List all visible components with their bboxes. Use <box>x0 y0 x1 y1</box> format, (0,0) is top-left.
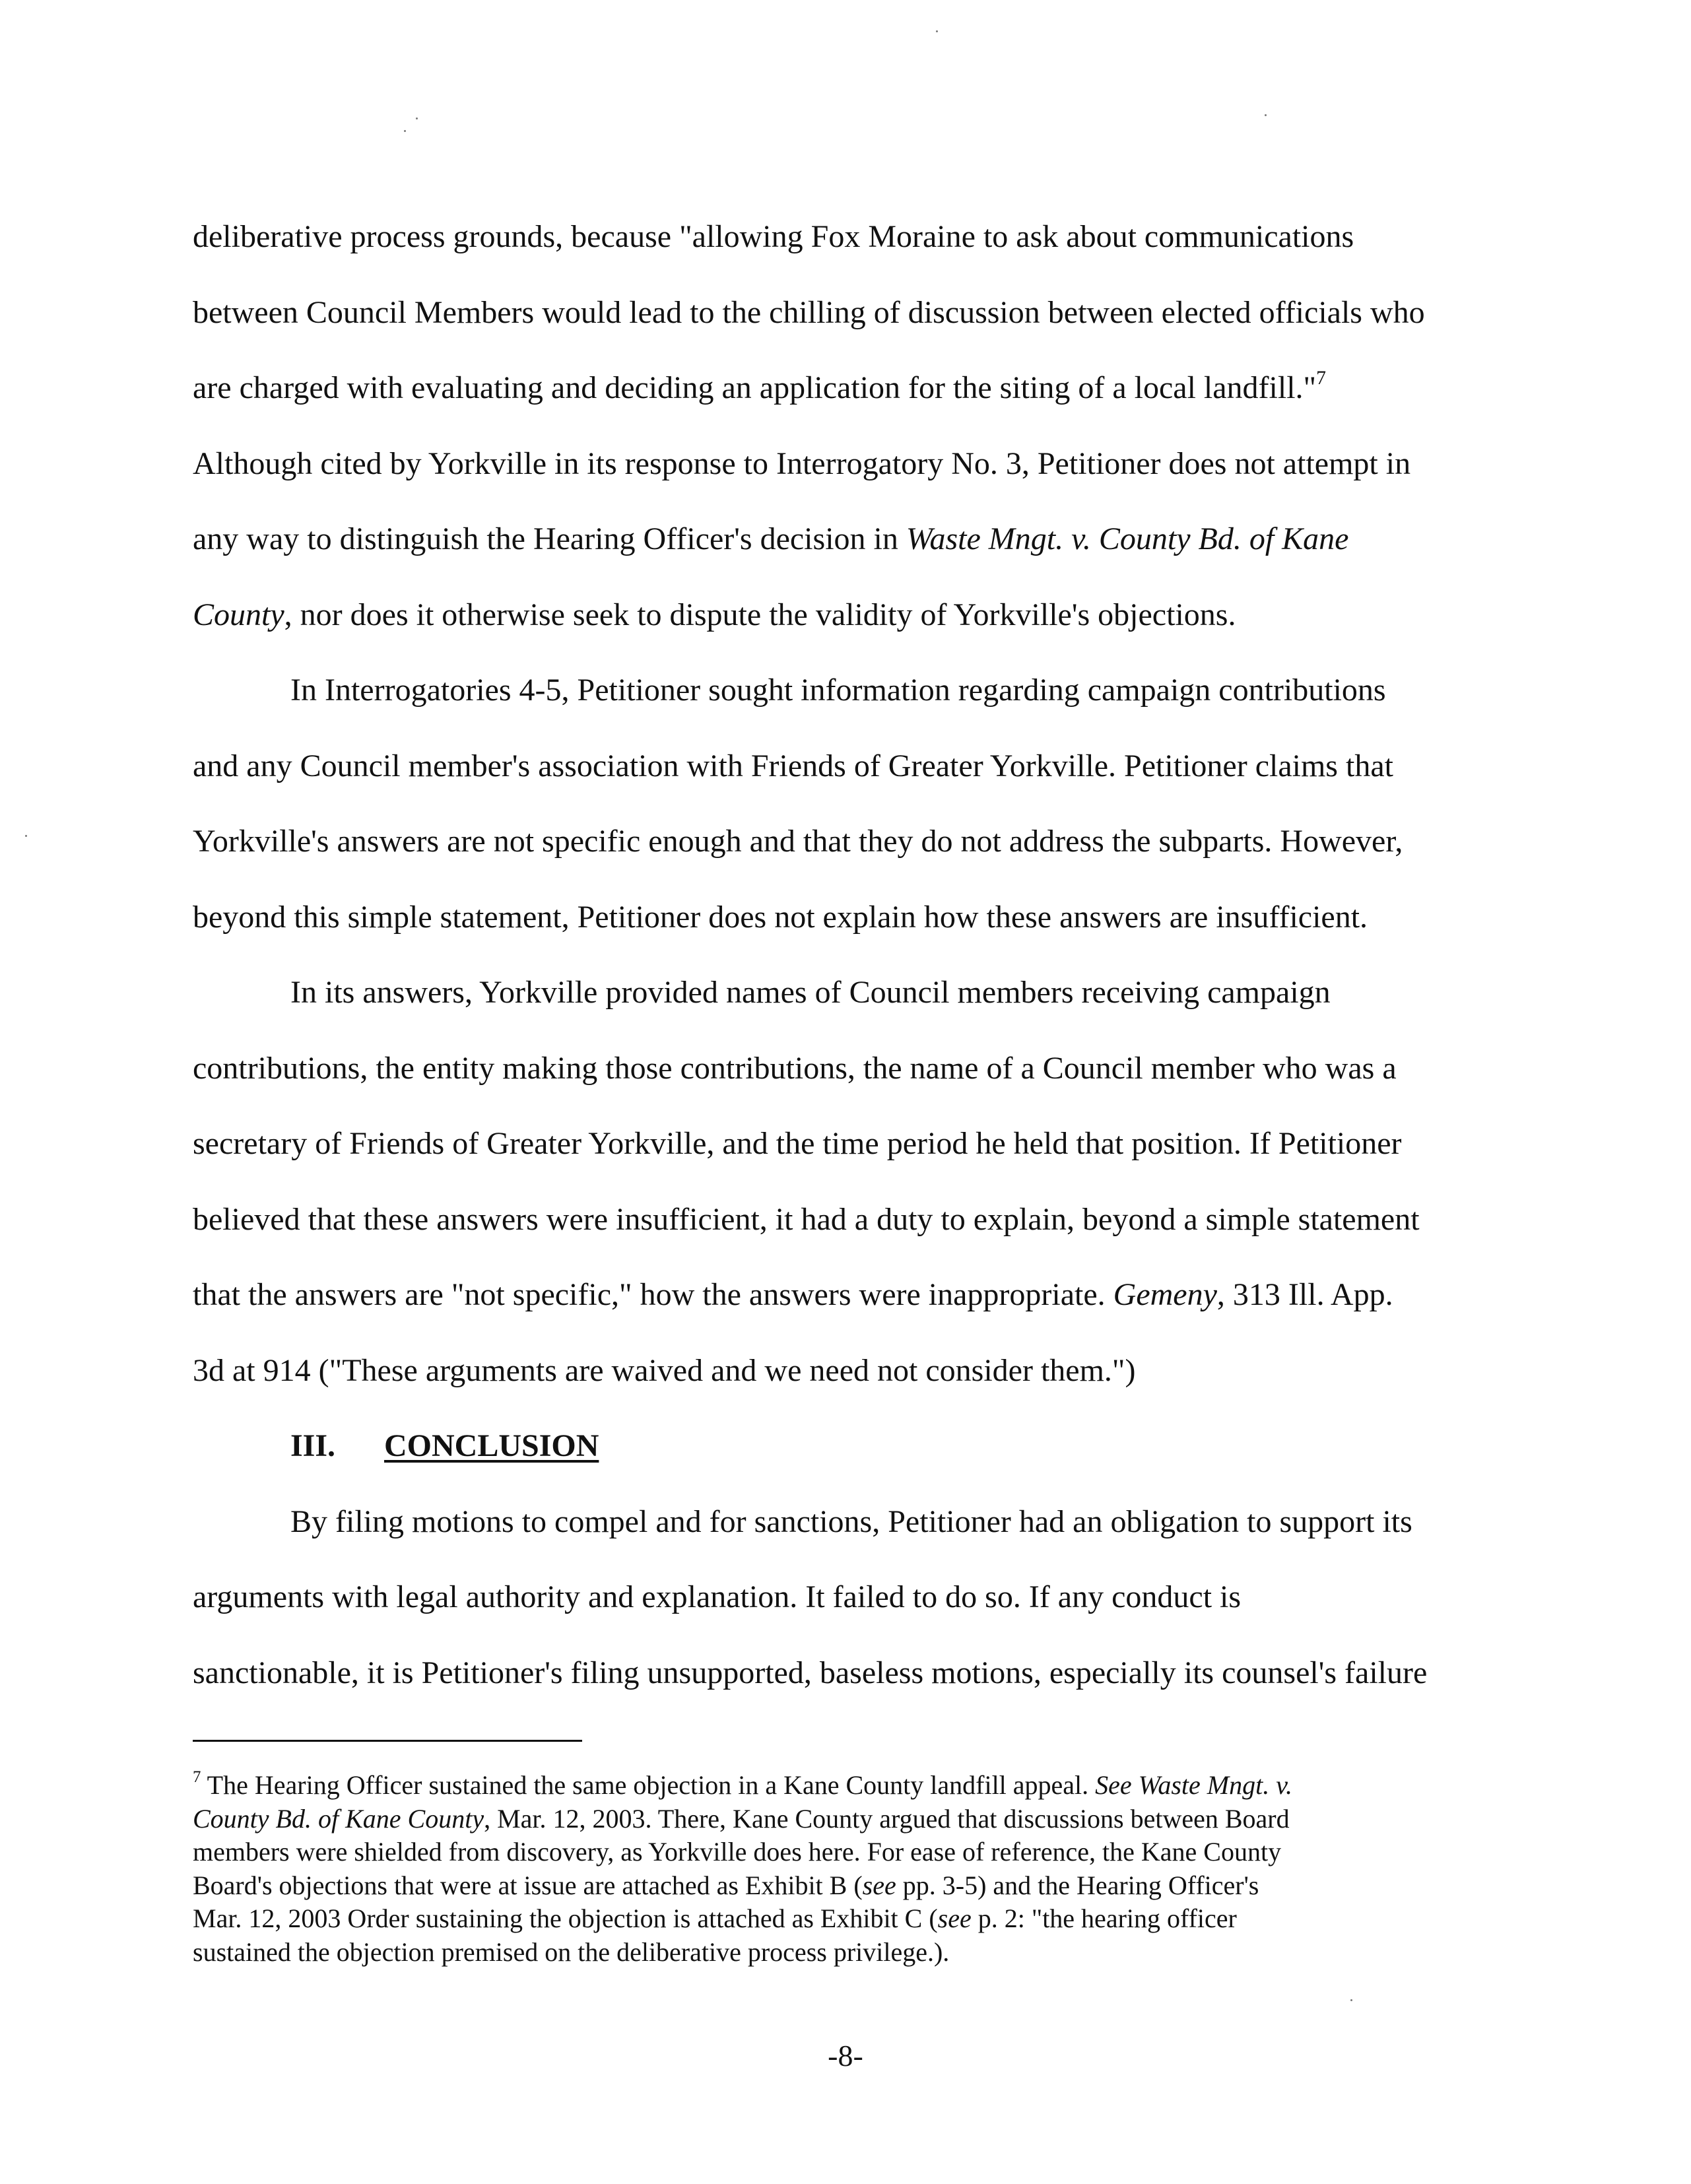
scan-speck <box>1350 1999 1352 2001</box>
footnote-line <box>193 1769 1473 1803</box>
text-run: Yorkville's answers are not specific enough and that they do not address the subparts. However, <box>193 824 1403 859</box>
section-title: CONCLUSION <box>384 1428 599 1463</box>
footnote-reference: 7 <box>1316 366 1326 389</box>
italic-citation: County Bd. of Kane County <box>193 1803 484 1834</box>
text-line <box>193 955 1473 1031</box>
footnote-line <box>193 1902 1473 1936</box>
text-run: believed that these answers were insufficient, it had a duty to explain, beyond a simple statement <box>193 1201 1420 1237</box>
body-paragraph <box>193 199 1473 653</box>
text-line <box>193 1560 1473 1636</box>
text-line <box>193 1031 1473 1107</box>
scan-speck <box>936 30 938 32</box>
italic-citation: see <box>937 1903 972 1933</box>
text-run: In Interrogatories 4-5, Petitioner sought information regarding campaign contributions <box>290 673 1386 708</box>
text-line <box>193 880 1473 956</box>
text-run: , Mar. 12, 2003. There, Kane County argued that discussions between Board <box>484 1803 1290 1834</box>
text-run: Although cited by Yorkville in its response to Interrogatory No. 3, Petitioner does not attempt in <box>193 446 1411 481</box>
body-text <box>193 199 1473 1711</box>
text-run: deliberative process grounds, because "allowing Fox Moraine to ask about communications <box>193 219 1354 254</box>
text-run: , 313 Ill. App. <box>1216 1277 1393 1312</box>
footnote-line <box>193 1936 1473 1969</box>
text-run: In its answers, Yorkville provided names of Council members receiving campaign <box>290 975 1331 1010</box>
scan-speck <box>25 835 27 837</box>
text-line <box>193 426 1473 502</box>
footnote-line <box>193 1869 1473 1903</box>
text-line <box>193 1484 1473 1560</box>
text-run: contributions, the entity making those contributions, the name of a Council member who was a <box>193 1050 1397 1086</box>
text-run: pp. 3-5) and the Hearing Officer's <box>896 1870 1259 1900</box>
text-line <box>193 804 1473 880</box>
text-run: sustained the objection premised on the deliberative process privilege.). <box>193 1936 950 1967</box>
scan-speck <box>404 130 406 132</box>
scan-speck <box>1265 114 1267 116</box>
text-line <box>193 350 1473 426</box>
text-run: members were shielded from discovery, as Yorkville does here. For ease of reference, the Kane County <box>193 1837 1282 1867</box>
text-line <box>193 578 1473 653</box>
section-heading <box>193 1408 1473 1484</box>
text-line <box>193 199 1473 275</box>
text-line <box>193 275 1473 351</box>
italic-citation: County <box>193 597 284 632</box>
text-line <box>193 1106 1473 1182</box>
footnote-reference: 7 <box>193 1768 201 1786</box>
footnote-line <box>193 1836 1473 1869</box>
footnote-separator <box>193 1740 582 1742</box>
text-run: Mar. 12, 2003 Order sustaining the objection is attached as Exhibit C ( <box>193 1903 938 1933</box>
text-run: p. 2: "the hearing officer <box>971 1903 1237 1933</box>
body-paragraph <box>193 955 1473 1408</box>
text-run: sanctionable, it is Petitioner's filing unsupported, baseless motions, especially its counsel's failure <box>193 1655 1428 1690</box>
text-line <box>193 1182 1473 1258</box>
text-line <box>193 1333 1473 1409</box>
text-run: By filing motions to compel and for sanctions, Petitioner had an obligation to support its <box>290 1504 1412 1539</box>
text-line <box>193 1257 1473 1333</box>
page-number: -8- <box>828 2039 863 2072</box>
text-run: any way to distinguish the Hearing Officer's decision in <box>193 521 906 556</box>
italic-citation: see <box>862 1870 896 1900</box>
text-line <box>193 1636 1473 1711</box>
text-run: and any Council member's association with Friends of Greater Yorkville. Petitioner claims that <box>193 748 1393 783</box>
conclusion-paragraph <box>193 1484 1473 1711</box>
text-run: , nor does it otherwise seek to dispute the validity of Yorkville's objections. <box>284 597 1236 632</box>
text-line <box>193 502 1473 578</box>
text-run: beyond this simple statement, Petitioner does not explain how these answers are insufficient. <box>193 899 1368 935</box>
text-run: between Council Members would lead to the chilling of discussion between elected officials who <box>193 294 1425 330</box>
scan-speck <box>416 117 418 119</box>
footnote-line <box>193 1803 1473 1836</box>
body-paragraph <box>193 653 1473 955</box>
italic-citation: See Waste Mngt. v. <box>1095 1770 1292 1800</box>
italic-citation: Waste Mngt. v. County Bd. of Kane <box>906 521 1349 556</box>
text-line <box>193 653 1473 729</box>
text-run: secretary of Friends of Greater Yorkville, and the time period he held that position. If Petitioner <box>193 1126 1402 1161</box>
italic-citation: Gemeny <box>1113 1277 1217 1312</box>
section-number: III. <box>290 1428 336 1463</box>
text-run: Board's objections that were at issue are attached as Exhibit B ( <box>193 1870 863 1900</box>
text-run: are charged with evaluating and deciding an application for the siting of a local landfill." <box>193 370 1317 405</box>
text-run: arguments with legal authority and explanation. It failed to do so. If any conduct is <box>193 1579 1242 1614</box>
text-run: The Hearing Officer sustained the same objection in a Kane County landfill appeal. <box>201 1770 1096 1800</box>
text-run: that the answers are "not specific," how the answers were inappropriate. <box>193 1277 1113 1312</box>
footnote-7 <box>193 1769 1473 1969</box>
text-run: 3d at 914 ("These arguments are waived and we need not consider them.") <box>193 1352 1136 1388</box>
text-line <box>193 729 1473 805</box>
